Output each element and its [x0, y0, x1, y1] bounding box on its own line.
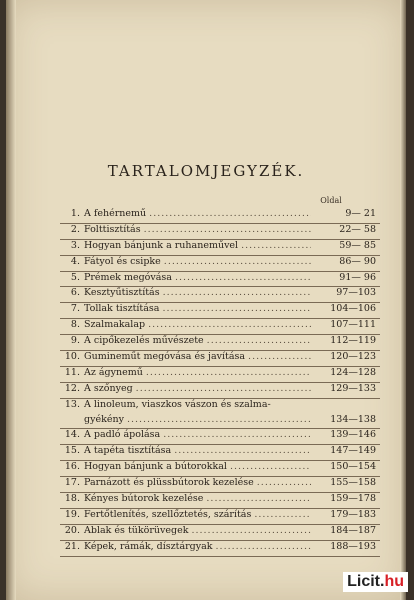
- toc-entry-label: Hogyan bánjunk a ruhaneművel: [84, 239, 239, 251]
- toc-entry-label: Szalmakalap: [84, 319, 146, 331]
- dot-leader: [207, 335, 311, 346]
- toc-entry: [60, 414, 380, 430]
- toc-entry-label: Fertőtlenítés, szellőztetés, szárítás: [84, 508, 252, 520]
- toc-entry: [60, 399, 380, 414]
- toc-entry-label: Tollak tisztítása: [84, 303, 160, 315]
- dot-leader: [174, 445, 311, 456]
- toc-entry-pages: 134—138: [330, 413, 376, 425]
- toc-entry-number: 10.: [64, 351, 80, 363]
- toc-entry-number: 11.: [64, 366, 80, 378]
- toc-entry-number: 20.: [64, 524, 80, 536]
- toc-entry-number: 9.: [70, 335, 80, 347]
- toc-entry-number: 13.: [64, 398, 80, 410]
- dot-leader: [163, 429, 311, 440]
- dot-leader: [216, 541, 311, 552]
- toc-entry: [60, 525, 380, 541]
- toc-entry-pages: 124—128: [330, 366, 376, 378]
- toc-entry: [60, 461, 380, 477]
- toc-entry-label: Ablak és tükörüvegek: [84, 524, 189, 536]
- toc-entry-number: 18.: [64, 493, 80, 505]
- toc-entry: [60, 493, 380, 509]
- toc-entry-pages: 150—154: [330, 461, 376, 473]
- dot-leader: [206, 493, 311, 504]
- toc-entry-label: Fátyol és csipke: [84, 255, 161, 267]
- toc-entry-label: Prémek megóvása: [84, 271, 172, 283]
- dot-leader: [162, 303, 311, 314]
- toc-entry-label: Gumineműt megóvása és javítása: [84, 351, 246, 363]
- toc-entry: [60, 335, 380, 351]
- book-page: [6, 0, 406, 600]
- dot-leader: [146, 367, 311, 378]
- toc-entry-number: 7.: [70, 303, 80, 315]
- toc-entry-label: Az ágynemű: [84, 366, 143, 378]
- dot-leader: [191, 525, 311, 536]
- dot-leader: [175, 272, 311, 283]
- toc-entry-label: Képek, rámák, dísztárgyak: [84, 540, 213, 552]
- toc-entry: [60, 240, 380, 256]
- toc-entry: [60, 383, 380, 399]
- toc-entry-pages: 155—158: [330, 477, 376, 489]
- toc-entry-label: Kényes bútorok kezelése: [84, 493, 204, 505]
- dot-leader: [241, 240, 311, 251]
- dot-leader: [230, 461, 311, 472]
- toc-entry-label: Hogyan bánjunk a bútorokkal: [84, 461, 227, 473]
- toc-entry-pages: 91— 96: [339, 271, 376, 283]
- toc-entry-label: A tapéta tisztítása: [84, 445, 172, 457]
- toc-entry-number: 5.: [70, 271, 80, 283]
- dot-leader: [127, 414, 311, 425]
- toc-entry-number: 3.: [70, 239, 80, 251]
- dot-leader: [254, 509, 311, 520]
- toc-entry: [60, 256, 380, 272]
- toc-entry-pages: 129—133: [330, 382, 376, 394]
- dot-leader: [148, 319, 311, 330]
- toc-entry-number: 6.: [70, 287, 80, 299]
- toc-entry-number: 19.: [64, 508, 80, 520]
- toc-entry-pages: 120—123: [330, 351, 376, 363]
- toc-entry-pages: 97—103: [336, 287, 376, 299]
- page-edge: [400, 0, 406, 600]
- toc-entry-label: Kesztyűtisztítás: [84, 287, 160, 299]
- toc-entry-number: 16.: [64, 461, 80, 473]
- toc-entry-number: 21.: [64, 540, 80, 552]
- toc-entry-label: Parnázott és plüssbútorok kezelése: [84, 477, 254, 489]
- toc-entry-label: gyékény: [84, 413, 124, 425]
- toc-entry-number: 2.: [70, 223, 80, 235]
- toc-entry: [60, 208, 380, 224]
- toc-entry: [60, 319, 380, 335]
- site-watermark: Licit.hu: [343, 572, 408, 592]
- toc-entry: [60, 477, 380, 493]
- dot-leader: [149, 208, 311, 219]
- toc-entry: [60, 509, 380, 525]
- toc-entry: [60, 541, 380, 557]
- toc-entry-number: 4.: [70, 255, 80, 267]
- toc-entry-pages: 112—119: [330, 335, 376, 347]
- toc-entry-label: A padló ápolása: [84, 429, 161, 441]
- toc-entry-pages: 107—111: [330, 319, 376, 331]
- toc-entry-label: A linoleum, viaszkos vászon és szalma-: [84, 398, 271, 410]
- toc-entry-pages: 59— 85: [339, 239, 376, 251]
- toc-entry-label: Folttisztítás: [84, 223, 141, 235]
- toc-entry: [60, 303, 380, 319]
- toc-entry-pages: 159—178: [330, 493, 376, 505]
- toc-entry: [60, 351, 380, 367]
- toc-entry-label: A fehérnemű: [84, 208, 147, 219]
- toc-entry-pages: 9— 21: [345, 208, 376, 219]
- toc-entry-label: A szőnyeg: [84, 382, 133, 394]
- pages-column-header: Oldal: [320, 196, 342, 205]
- toc-entry-pages: 139—146: [330, 429, 376, 441]
- dot-leader: [248, 351, 311, 362]
- toc-entry: [60, 367, 380, 383]
- toc-entry-pages: 188—193: [330, 540, 376, 552]
- toc-entry: [60, 429, 380, 445]
- toc-list: [60, 208, 380, 557]
- toc-entry: [60, 272, 380, 288]
- toc-entry-pages: 104—106: [330, 303, 376, 315]
- toc-title: TARTALOMJEGYZÉK.: [107, 162, 305, 180]
- toc-entry-pages: 184—187: [330, 524, 376, 536]
- toc-entry-number: 14.: [64, 429, 80, 441]
- toc-entry-number: 1.: [70, 208, 80, 219]
- toc-entry-pages: 86— 90: [339, 255, 376, 267]
- dot-leader: [257, 477, 311, 488]
- toc-entry-pages: 22— 58: [339, 223, 376, 235]
- toc-entry: [60, 287, 380, 303]
- dot-leader: [136, 383, 311, 394]
- toc-entry-pages: 179—183: [330, 508, 376, 520]
- toc-entry-number: 17.: [64, 477, 80, 489]
- toc-entry: [60, 224, 380, 240]
- toc-entry-number: 15.: [64, 445, 80, 457]
- toc-entry-pages: 147—149: [330, 445, 376, 457]
- toc-entry: [60, 445, 380, 461]
- page-gutter: [6, 0, 16, 600]
- toc-entry-label: A cipőkezelés művészete: [84, 335, 204, 347]
- dot-leader: [163, 287, 311, 298]
- toc-entry-number: 8.: [70, 319, 80, 331]
- toc-entry-number: 12.: [64, 382, 80, 394]
- dot-leader: [144, 224, 311, 235]
- dot-leader: [164, 256, 311, 267]
